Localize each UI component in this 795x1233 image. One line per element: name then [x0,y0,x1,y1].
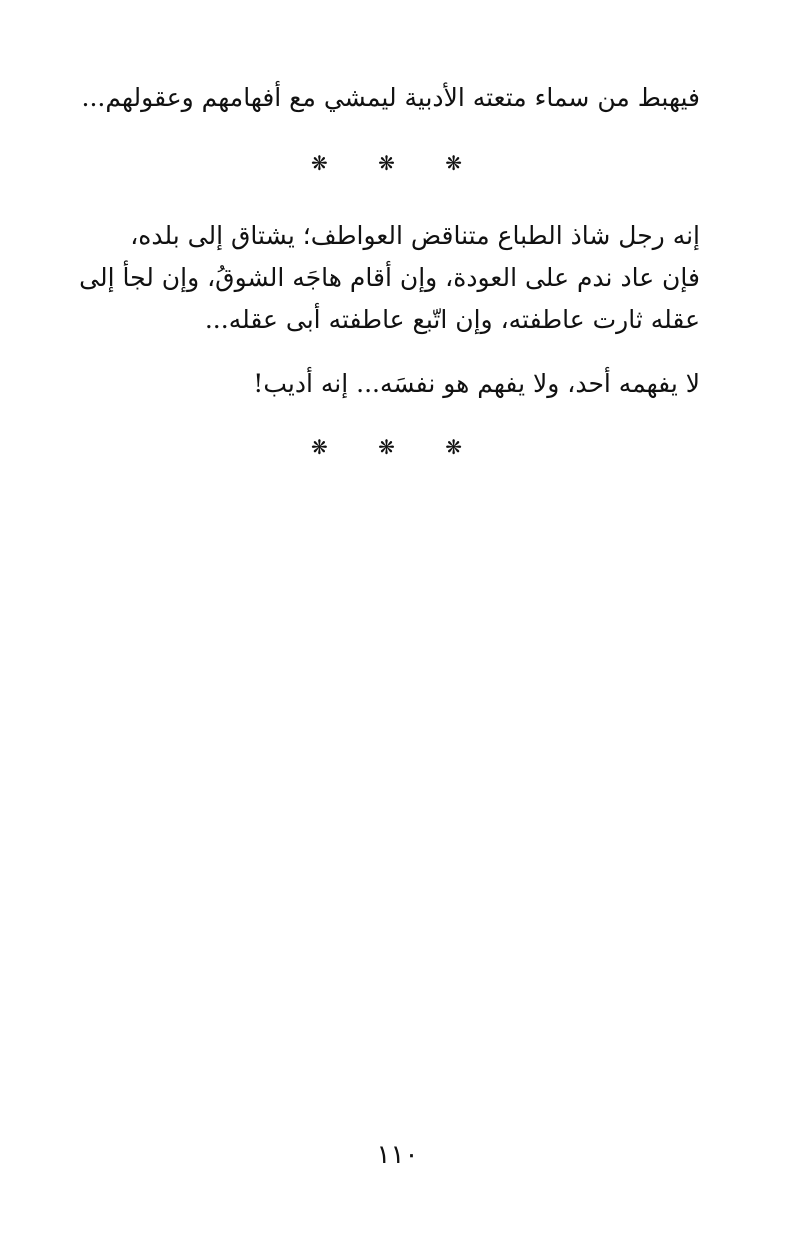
section-separator-1: ❋ ❋ ❋ [311,151,484,175]
section-separator-2: ❋ ❋ ❋ [311,435,484,459]
page-number: ١١٠ [376,1140,419,1170]
paragraph-1-line-3: عقله ثارت عاطفته، وإن اتّبع عاطفته أبى عقله... [204,305,700,334]
paragraph-1-line-2: فإن عاد ندم على العودة، وإن أقام هاجَه الشوقُ، وإن لجأ إلى [79,263,700,292]
paragraph-2: لا يفهمه أحد، ولا يفهم هو نفسَه... إنه أديب! [253,369,700,398]
text-line-1: فيهبط من سماء متعته الأدبية ليمشي مع أفهامهم وعقولهم... [81,83,700,112]
paragraph-1-line-1: إنه رجل شاذ الطباع متناقض العواطف؛ يشتاق إلى بلده، [130,221,700,250]
